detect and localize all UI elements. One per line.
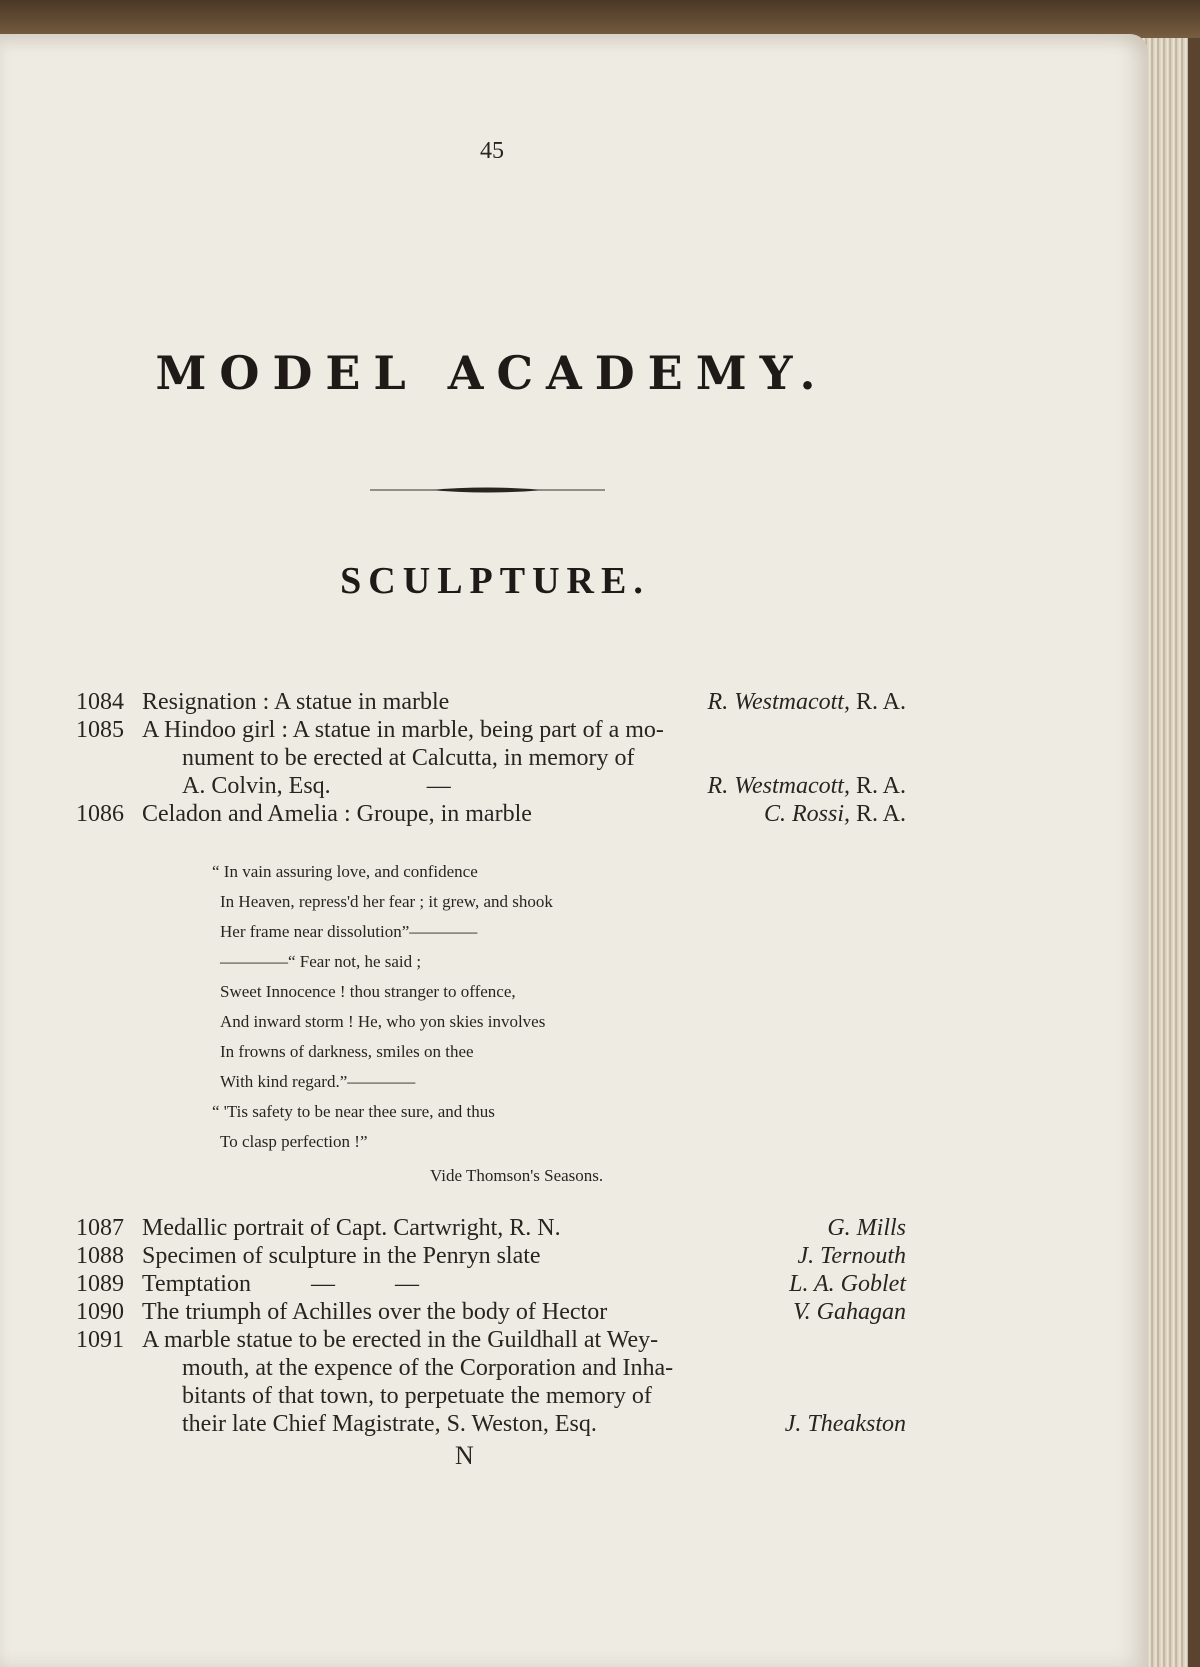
signature-mark: N <box>455 1441 474 1470</box>
poem-quotation <box>212 857 732 1157</box>
poem-line: In Heaven, repress'd her fear ; it grew, and shook <box>220 892 553 911</box>
poem-line: Sweet Innocence ! thou stranger to offence, <box>220 982 516 1001</box>
entry-title-continued: mouth, at the expence of the Corporation and Inha- <box>182 1355 674 1381</box>
poem-line: With kind regard.”———— <box>220 1072 416 1091</box>
entry-artist: G. Mills <box>827 1215 906 1241</box>
poem-line: Her frame near dissolution”———— <box>220 922 478 941</box>
book-page <box>0 34 1148 1667</box>
catalogue-entry <box>76 1298 906 1326</box>
catalogue-entries-first <box>76 688 906 828</box>
entry-continuation <box>76 772 906 800</box>
entry-continuation <box>76 1382 906 1410</box>
entry-number: 1089 <box>76 1271 124 1297</box>
dash-separator: — <box>426 773 451 799</box>
entry-title-continued <box>182 772 451 800</box>
entry-artist: V. Gahagan <box>793 1299 906 1325</box>
entry-title: A marble statue to be erected in the Guildhall at Wey- <box>142 1327 659 1353</box>
entry-title: Resignation : A statue in marble <box>142 689 450 715</box>
entry-number: 1085 <box>76 717 124 743</box>
artist-title: R. A. <box>855 801 906 827</box>
catalogue-entry <box>76 716 906 744</box>
entry-number: 1091 <box>76 1327 124 1353</box>
catalogue-entries-second <box>76 1214 906 1438</box>
entry-artist: J. Ternouth <box>797 1243 906 1269</box>
poem-attribution: Vide Thomson's Seasons. <box>430 1166 604 1185</box>
entry-title-continued: nument to be erected at Calcutta, in memory of <box>182 745 635 771</box>
catalogue-entry <box>76 800 906 828</box>
artist-title: R. A. <box>855 773 906 799</box>
artist-name: R. Westmacott, <box>707 689 850 715</box>
entry-number: 1086 <box>76 801 124 827</box>
entry-title: The triumph of Achilles over the body of Hector <box>142 1299 608 1325</box>
entry-number: 1088 <box>76 1243 124 1269</box>
catalogue-entry <box>76 1270 906 1298</box>
binding-shadow <box>1188 38 1200 1667</box>
entry-number: 1084 <box>76 689 124 715</box>
entry-continuation <box>76 744 906 772</box>
artist-name: C. Rossi, <box>763 801 850 827</box>
catalogue-entry <box>76 1242 906 1270</box>
page-heading: MODEL ACADEMY. <box>155 346 829 400</box>
entry-title-continued: bitants of that town, to perpetuate the memory of <box>182 1383 652 1409</box>
ornamental-rule <box>370 486 605 489</box>
poem-line: “ 'Tis safety to be near thee sure, and thus <box>212 1102 495 1121</box>
catalogue-entry <box>76 1326 906 1354</box>
entry-number: 1090 <box>76 1299 124 1325</box>
entry-number: 1087 <box>76 1215 124 1241</box>
poem-line: To clasp perfection !” <box>220 1132 368 1151</box>
entry-artist <box>764 800 906 828</box>
entry-title: Temptation — — <box>142 1271 419 1297</box>
entry-continuation <box>76 1410 906 1438</box>
entry-title: Specimen of sculpture in the Penryn slate <box>142 1243 541 1269</box>
poem-line: In frowns of darkness, smiles on thee <box>220 1042 474 1061</box>
entry-artist: L. A. Goblet <box>789 1271 906 1297</box>
entry-continuation <box>76 1354 906 1382</box>
entry-title: Medallic portrait of Capt. Cartwright, R. N. <box>142 1215 561 1241</box>
entry-artist <box>708 772 906 800</box>
entry-title-continued: their late Chief Magistrate, S. Weston, Esq. <box>182 1411 597 1437</box>
entry-artist: J. Theakston <box>784 1411 906 1437</box>
entry-title: Celadon and Amelia : Groupe, in marble <box>142 801 532 827</box>
entry-title: A Hindoo girl : A statue in marble, being part of a mo- <box>142 717 664 743</box>
catalogue-entry <box>76 688 906 716</box>
poem-line: ————“ Fear not, he said ; <box>220 952 422 971</box>
entry-text: A. Colvin, Esq. <box>182 773 331 799</box>
catalogue-entry <box>76 1214 906 1242</box>
section-title: SCULPTURE. <box>340 560 650 602</box>
artist-title: R. A. <box>855 689 906 715</box>
entry-artist <box>708 688 906 716</box>
artist-name: R. Westmacott, <box>707 773 850 799</box>
page-number: 45 <box>480 138 504 164</box>
poem-line: And inward storm ! He, who yon skies involves <box>220 1012 546 1031</box>
poem-line: “ In vain assuring love, and confidence <box>212 862 478 881</box>
